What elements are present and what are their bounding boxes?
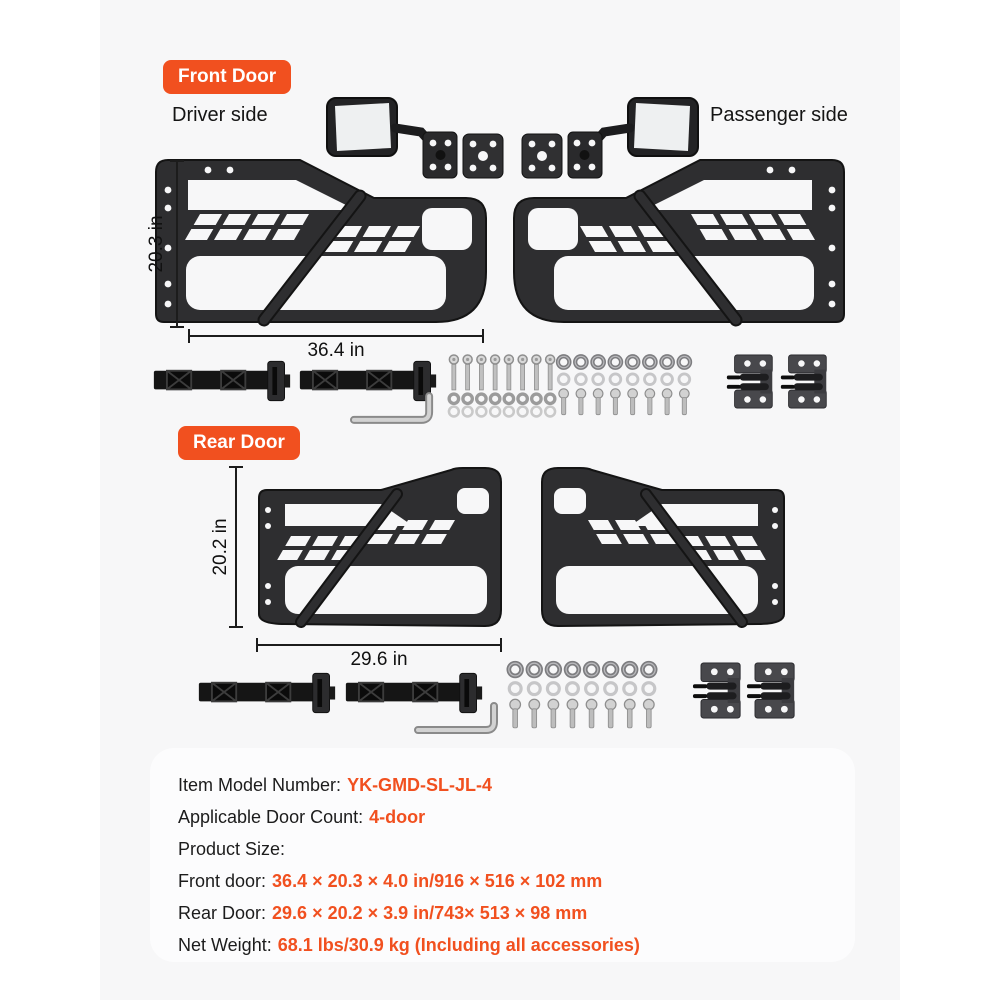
front-nut-bolt-set-illustration [556,353,692,417]
spec-row-front-door-size [178,865,835,897]
rear-hinge-2-illustration [746,662,796,719]
front-strap-1-illustration [152,358,292,404]
rear-door-passenger-illustration [538,464,788,632]
spec-row-rear-door-size [178,897,835,929]
rear-door-height-label: 20.2 in [210,518,231,576]
spec-label: Product Size: [178,839,286,859]
spec-value: 68.1 lbs/30.9 kg (Including all accessories) [277,935,640,955]
rear-door-badge: Rear Door [178,426,300,460]
front-door-height-dimension-line [176,160,178,328]
rear-hinge-1-illustration [692,662,742,719]
spec-row-net-weight [178,929,835,961]
spec-row-door-count [178,801,835,833]
spec-value: 36.4 × 20.3 × 4.0 in/916 × 516 × 102 mm [272,871,603,891]
spec-value: 4-door [369,807,426,827]
spec-label: Front door: [178,871,267,891]
front-door-width-label: 36.4 in [307,340,365,361]
front-hex-key-illustration [348,390,443,426]
front-door-driver-illustration [150,156,490,328]
spec-panel [150,748,855,962]
front-hinge-2-illustration [780,354,828,409]
spec-label: Net Weight: [178,935,272,955]
spec-row-model [178,769,835,801]
spec-value: YK-GMD-SL-JL-4 [347,775,493,795]
rear-door-width-dimension-line [256,644,502,646]
front-screw-set-illustration [446,352,558,420]
passenger-side-label: Passenger side [710,104,848,126]
spec-value: 29.6 × 20.2 × 3.9 in/743× 513 × 98 mm [272,903,588,923]
spec-label: Rear Door: [178,903,267,923]
spec-row-product-size [178,833,835,865]
rear-strap-1-illustration [197,670,337,716]
rear-nut-bolt-set-illustration [506,660,658,730]
spec-label: Item Model Number: [178,775,342,795]
spec-label: Applicable Door Count: [178,807,364,827]
front-door-passenger-illustration [510,156,850,328]
front-door-height-label: 20.3 in [146,215,167,273]
rear-door-width-label: 29.6 in [350,649,408,670]
front-door-badge: Front Door [163,60,291,94]
front-hinge-1-illustration [726,354,774,409]
rear-door-height-dimension-line [235,466,237,628]
rear-door-driver-illustration [255,464,505,632]
front-door-width-dimension-line [188,335,484,337]
rear-hex-key-illustration [412,700,508,736]
driver-side-label: Driver side [172,104,268,126]
